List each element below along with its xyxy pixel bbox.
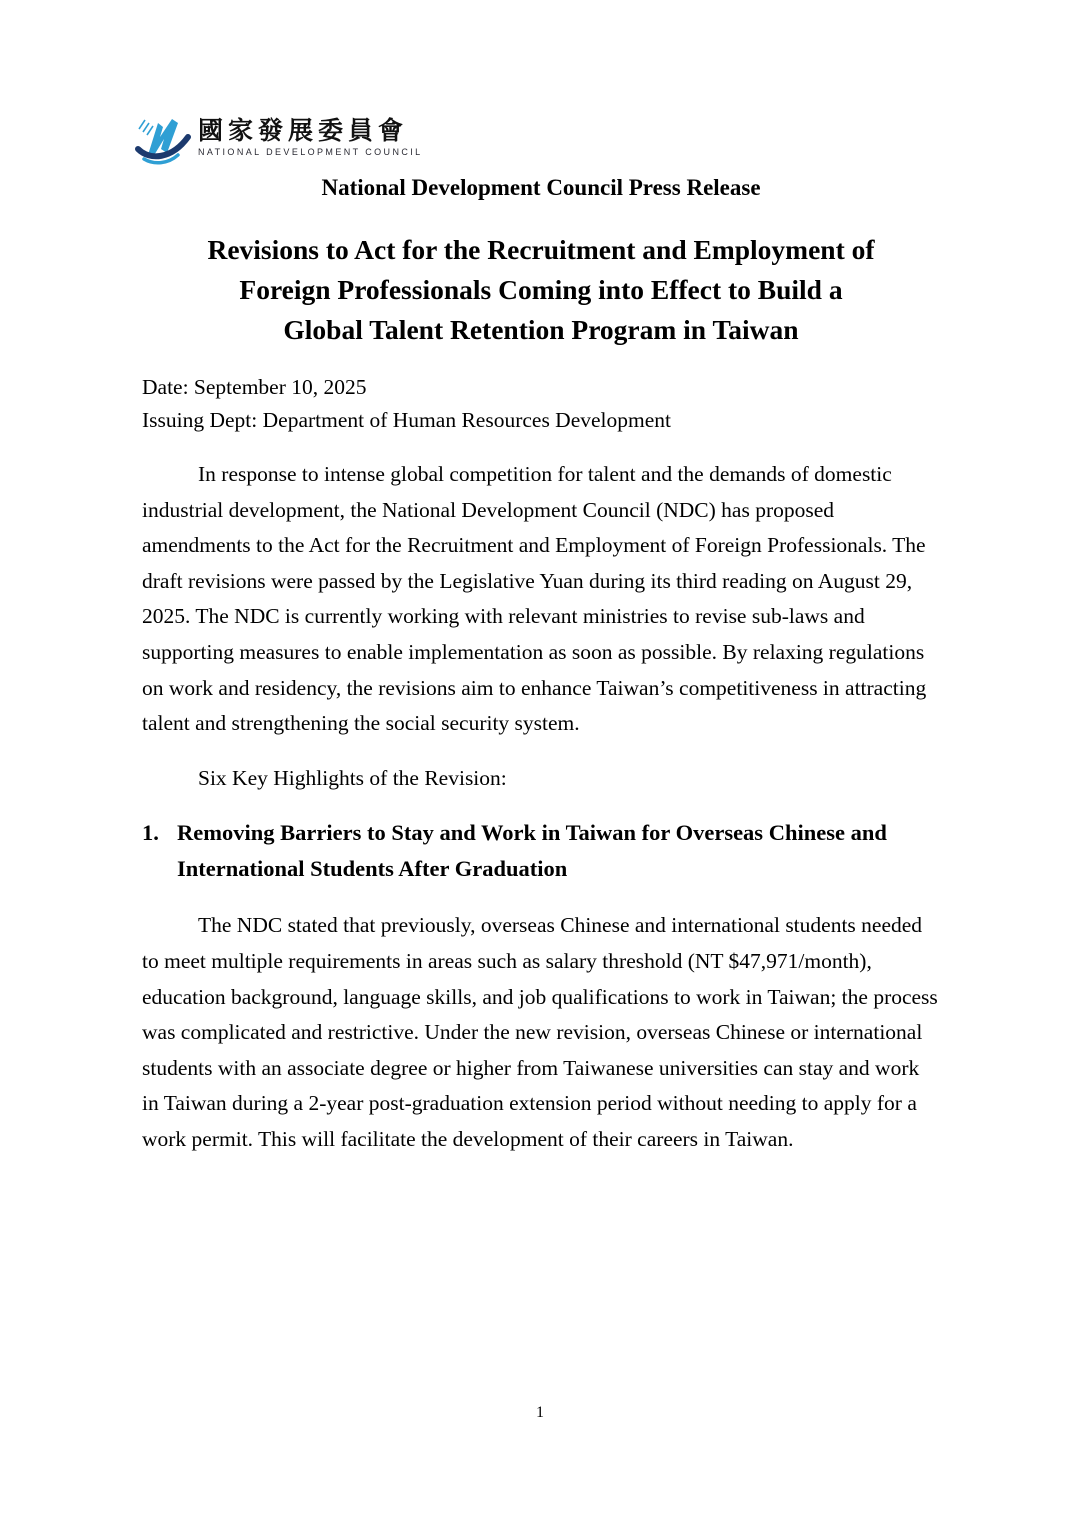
- ndc-logo: [134, 0, 940, 165]
- section-1-heading-text: Removing Barriers to Stay and Work in Taiwan for Overseas Chinese and International Students After Graduation: [177, 820, 887, 882]
- ndc-swoosh-icon: [134, 113, 192, 165]
- intro-paragraph: In response to intense global competition for talent and the demands of domestic industrial development, the National Development Council (NDC) has proposed amendments to the Act for the Recruitment and Employment of Foreign Professionals. The draft revisions were passed by the Legislative Yuan during its third reading on August 29, 2025. The NDC is currently working with relevant ministries to revise sub-laws and supporting measures to enable implementation as soon as possible. By relaxing regulations on work and residency, the revisions aim to enhance Taiwan’s competitiveness in attracting talent and strengthening the social security system.: [142, 462, 927, 736]
- document-meta: [142, 371, 940, 436]
- page-number: 1: [536, 1404, 544, 1421]
- logo-chinese-name: 國家發展委員會: [198, 118, 409, 145]
- document-title-line-3: Global Talent Retention Program in Taiwan: [283, 314, 799, 345]
- press-release-title: National Development Council Press Release: [321, 175, 761, 200]
- section-1-number: 1.: [142, 820, 159, 846]
- date-line: Date: September 10, 2025: [142, 375, 367, 399]
- document-title: [142, 230, 940, 350]
- section-1-heading: [142, 815, 940, 887]
- issuing-dept-line: Issuing Dept: Department of Human Resources Development: [142, 407, 672, 432]
- logo-text-block: [198, 113, 423, 158]
- section-1-paragraph: The NDC stated that previously, overseas Chinese and international students needed to meet multiple requirements in areas such as salary threshold (NT $47,971/month), education background, language skills, and job qualifications to work in Taiwan; the process was complicated and restrictive. Under the new revision, overseas Chinese or international students with an associate degree or higher from Taiwanese universities can stay and work in Taiwan during a 2-year post-graduation extension period without needing to apply for a work permit. This will facilitate the development of their careers in Taiwan.: [142, 913, 938, 1151]
- highlights-intro: Six Key Highlights of the Revision:: [198, 765, 507, 790]
- document-title-line-2: Foreign Professionals Coming into Effect to Build a: [239, 274, 843, 305]
- logo-english-name: NATIONAL DEVELOPMENT COUNCIL: [198, 147, 423, 157]
- document-title-line-1: Revisions to Act for the Recruitment and Employment of: [207, 234, 875, 265]
